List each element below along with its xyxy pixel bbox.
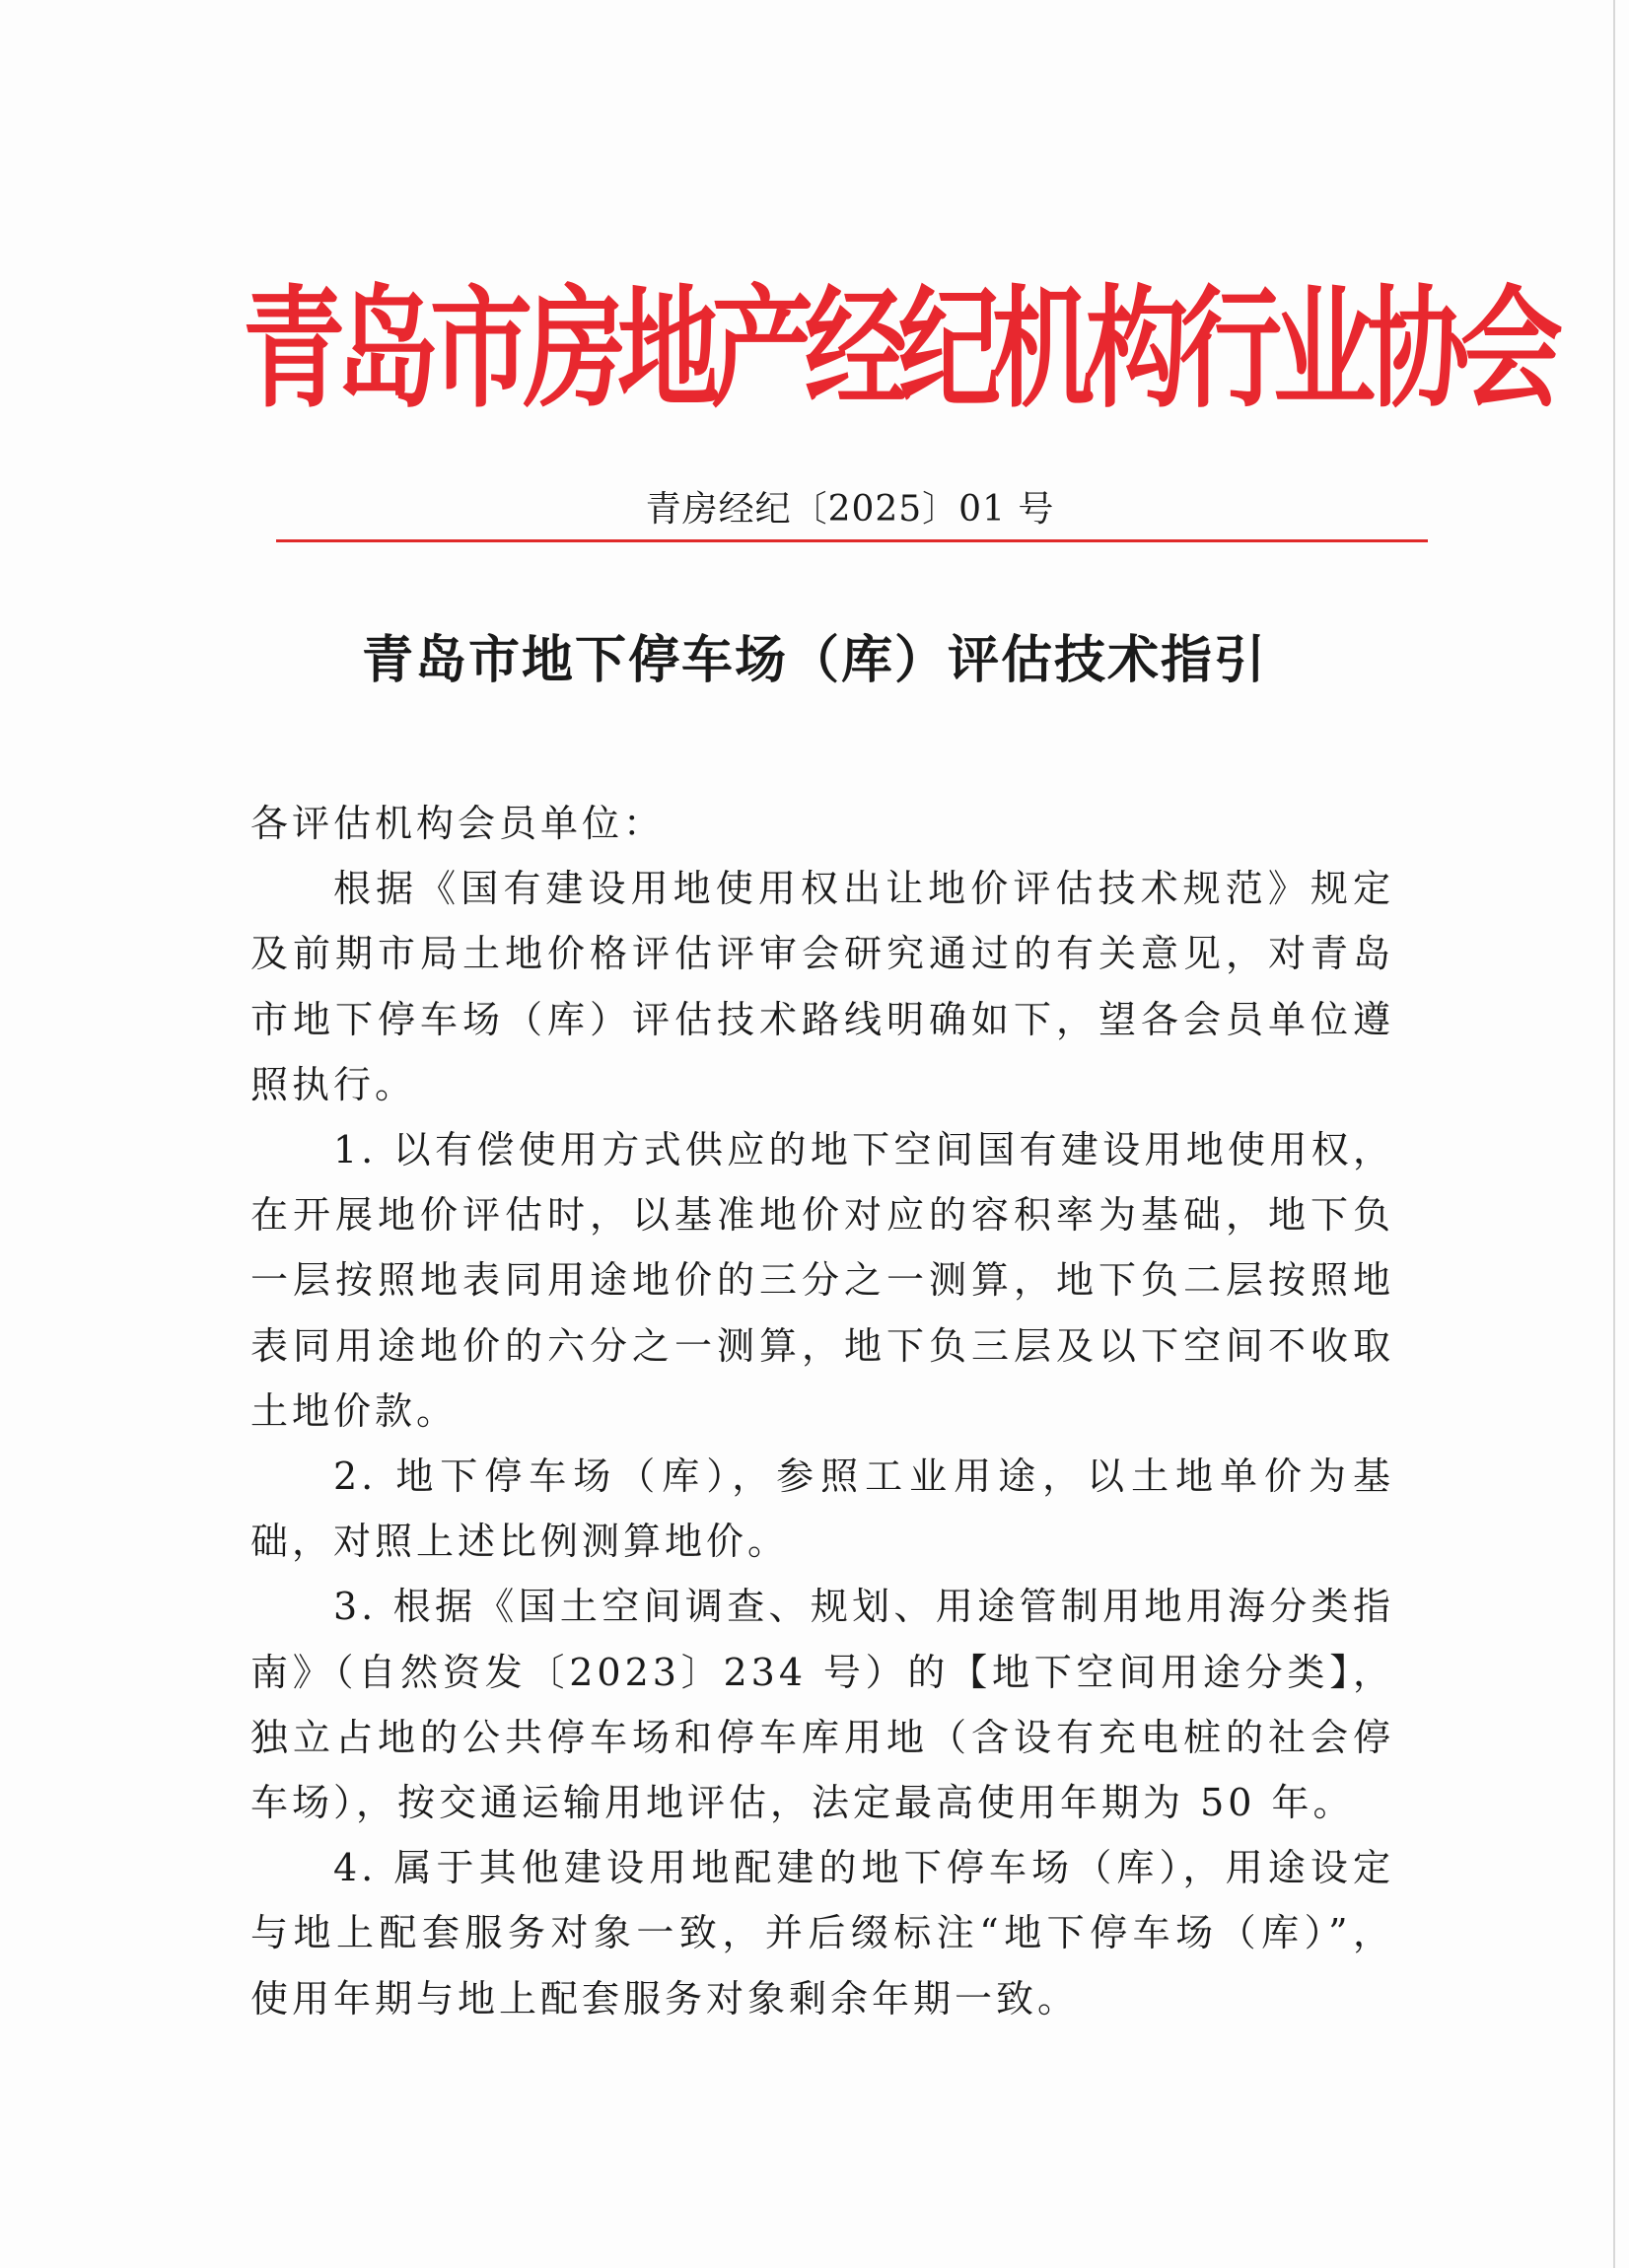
item-paragraph-2: 2. 地下停车场（库），参照工业用途，以土地单价为基础，对照上述比例测算地价。	[250, 1454, 1394, 1564]
item-paragraph-3: 3. 根据《国土空间调查、规划、用途管制用地用海分类指南》（自然资发〔2023〕234 号）的【地下空间用途分类】，独立占地的公共停车场和停车库用地（含设有充电桩的社会停车场），按交通运输用地评估，法定最高使用年期为 50 年。	[250, 1585, 1394, 1825]
red-divider-line	[276, 539, 1428, 542]
scan-edge-line	[1613, 0, 1615, 2268]
intro-paragraph: 根据《国有建设用地使用权出让地价评估技术规范》规定及前期市局土地价格评估评审会研究通过的有关意见，对青岛市地下停车场（库）评估技术路线明确如下，望各会员单位遵照执行。	[250, 867, 1394, 1106]
document-body	[250, 791, 1394, 2031]
letterhead-title: 青岛市房地产经纪机构行业协会	[243, 271, 1555, 427]
item-paragraph-1: 1. 以有偿使用方式供应的地下空间国有建设用地使用权，在开展地价评估时，以基准地价对应的容积率为基础，地下负一层按照地表同用途地价的三分之一测算，地下负二层按照地表同用途地价的六分之一测算，地下负三层及以下空间不收取土地价款。	[250, 1128, 1394, 1433]
salutation: 各评估机构会员单位：	[250, 802, 666, 845]
document-number: 青房经纪〔2025〕01 号	[645, 489, 1055, 530]
document-title: 青岛市地下停车场（库）评估技术指引	[361, 631, 1267, 690]
item-paragraph-4: 4. 属于其他建设用地配建的地下停车场（库），用途设定与地上配套服务对象一致，并后缀标注“地下停车场（库）”，使用年期与地上配套服务对象剩余年期一致。	[250, 1846, 1394, 2020]
